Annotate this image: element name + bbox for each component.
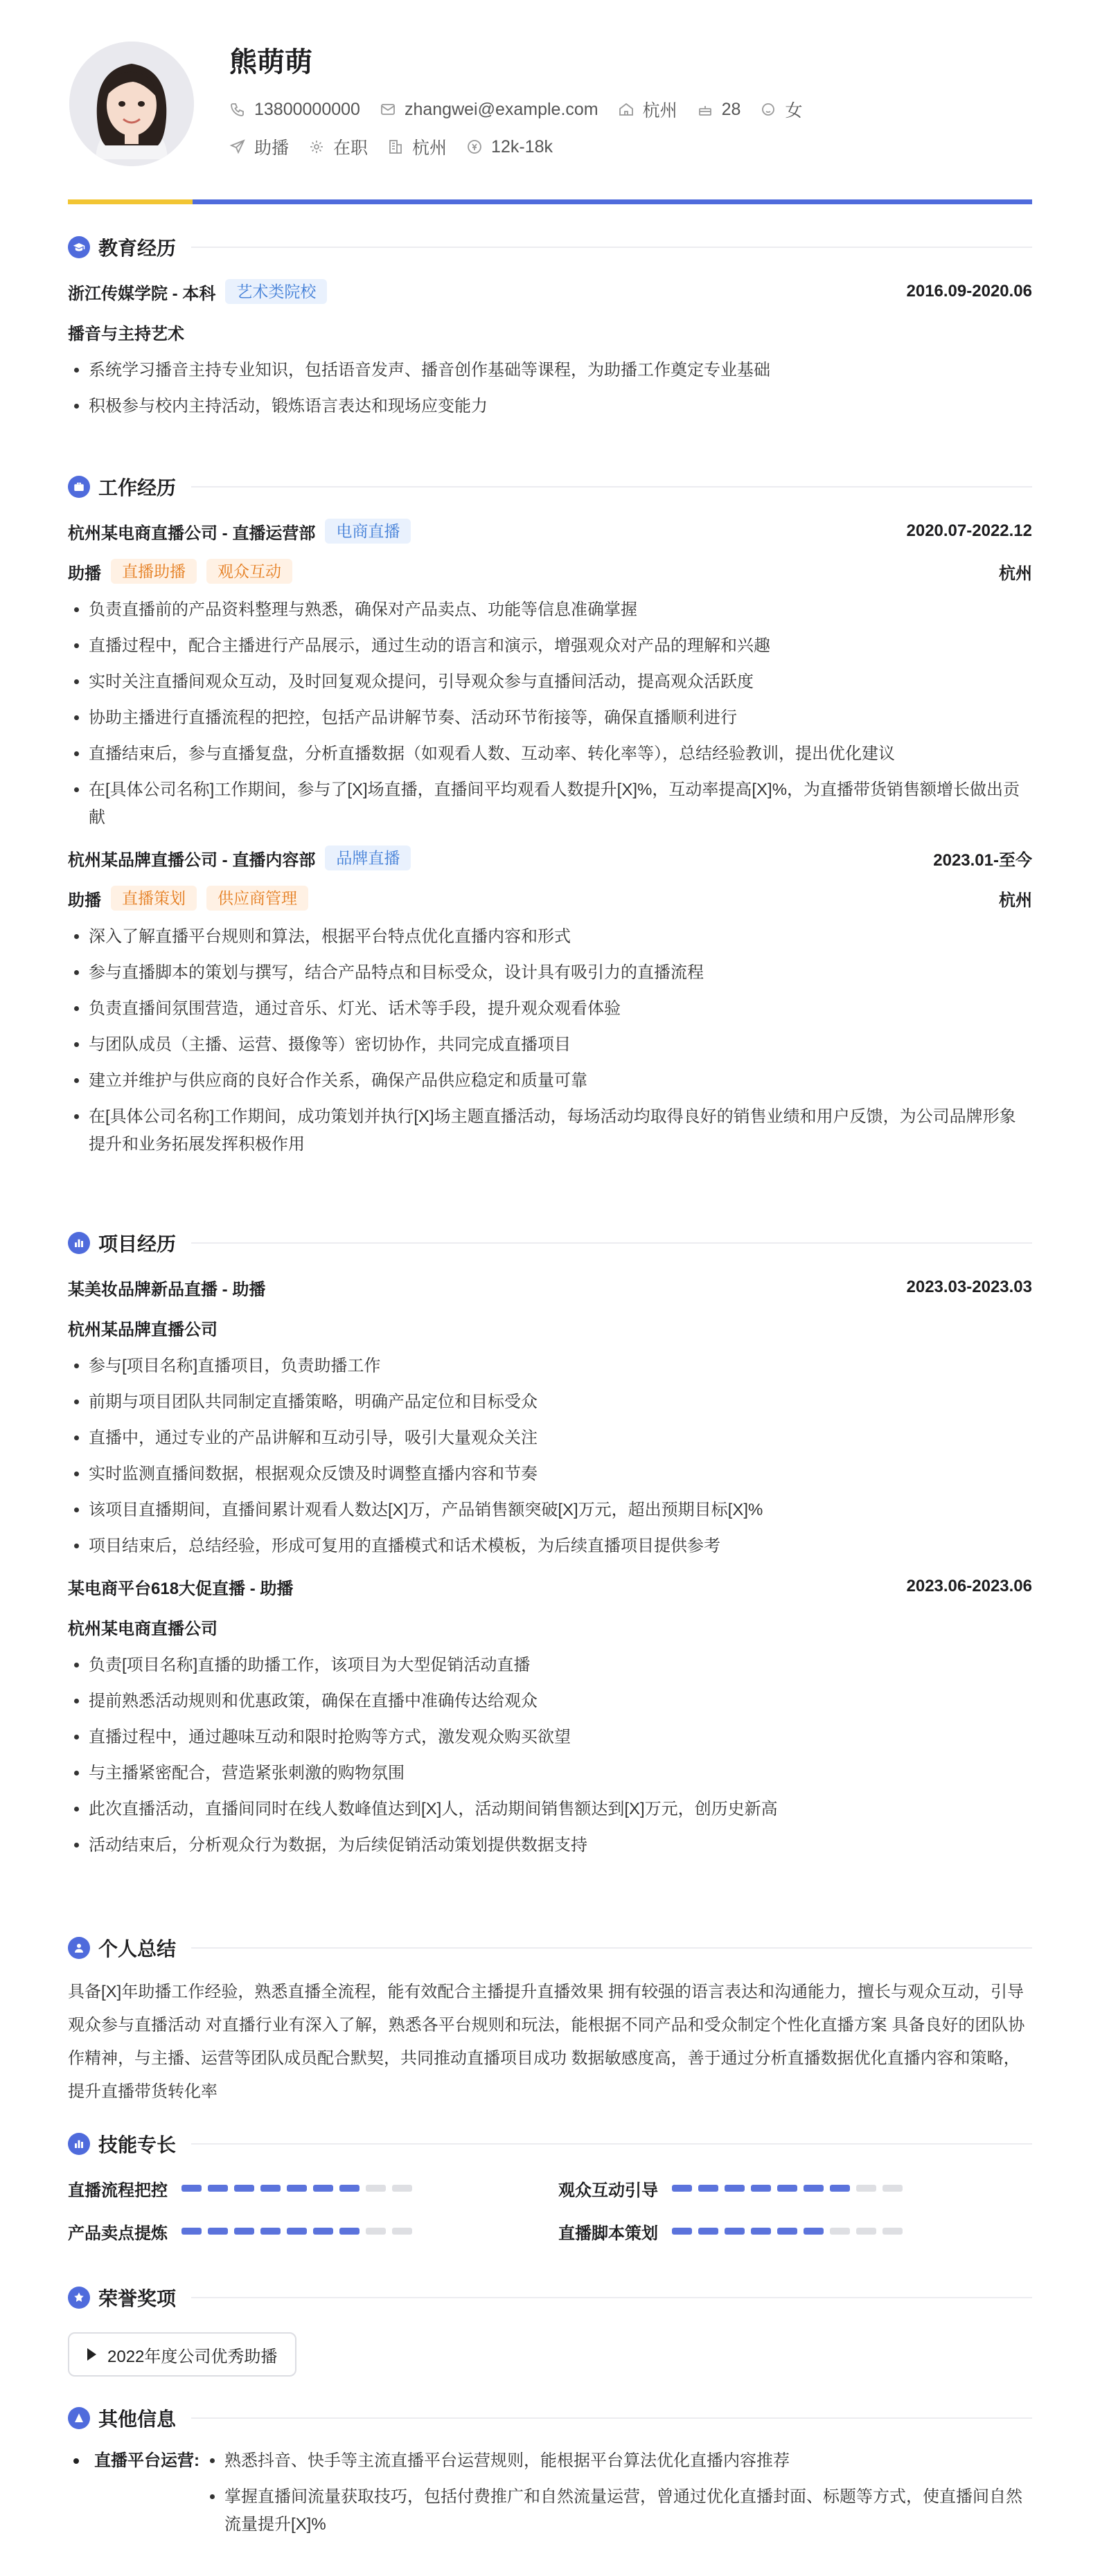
skill-dot [260, 2228, 281, 2235]
skill-level [181, 2228, 418, 2235]
job-2-points [68, 923, 1032, 1159]
project-org: 杭州某品牌直播公司 [68, 1320, 218, 1339]
send-icon [229, 138, 246, 155]
skill-dot [672, 2228, 692, 2235]
skill-dot [339, 2228, 360, 2235]
skill-level [672, 2228, 909, 2235]
job-period: 2020.07-2022.12 [906, 521, 1032, 540]
award-item [68, 2332, 296, 2377]
gender-item [760, 97, 802, 122]
major: 播音与主持艺术 [68, 324, 184, 343]
education-section [68, 233, 1032, 429]
project-period: 2023.06-2023.06 [906, 1577, 1032, 1595]
job-role: 助播 [68, 891, 101, 910]
target-job-item [229, 134, 289, 159]
skills-chart-icon [68, 2133, 90, 2155]
skill-level [672, 2185, 909, 2192]
list-item: • 直播结束后，参与直播复盘，分析直播数据（如观看人数、互动率、转化率等），总结经验教训，提出优化建议 [89, 740, 1032, 768]
skill-dot [804, 2228, 824, 2235]
awards-section [68, 2284, 1032, 2377]
status-icon [308, 138, 325, 155]
list-item: • 与主播紧密配合，营造紧张刺激的购物氛围 [89, 1760, 1032, 1787]
target-job-text: 助播 [254, 138, 290, 158]
award-text: 2022年度公司优秀助播 [107, 2347, 278, 2366]
status-text: 在职 [333, 138, 369, 158]
job-2-role [68, 884, 1032, 912]
phone-item [229, 100, 360, 120]
header-divider [68, 199, 1032, 204]
project-1-points [68, 1352, 1032, 1560]
list-item: • 协助主播进行直播流程的把控，包括产品讲解节奏、活动环节衔接等，确保直播顺利进行 [89, 704, 1032, 732]
skill-dot [672, 2185, 692, 2192]
skill-dot [882, 2185, 903, 2192]
status-item [308, 134, 368, 159]
email-item [380, 100, 598, 120]
list-item: • 参与直播脚本的策划与撰写，结合产品特点和目标受众，设计具有吸引力的直播流程 [89, 959, 1032, 987]
other-section [68, 2404, 1032, 2547]
skill-dot [725, 2185, 745, 2192]
skill-dot [777, 2228, 797, 2235]
job-company: 杭州某电商直播公司 - 直播运营部 [68, 524, 316, 543]
list-item: • 掌握直播间流量获取技巧，包括付费推广和自然流量运营，曾通过优化直播封面、标题等方式，使直播间自然流量提升[X]% [224, 2483, 1032, 2539]
skill-dot [777, 2185, 797, 2192]
city-text: 杭州 [412, 138, 447, 158]
role-tag: 直播策划 [111, 886, 197, 911]
project-name: 某美妆品牌新品直播 - 助播 [68, 1280, 266, 1299]
project-2-head [68, 1573, 1032, 1600]
skill-dot [181, 2185, 202, 2192]
summary-section [68, 1934, 1032, 2109]
salary-item [466, 137, 553, 157]
job-tag: 电商直播 [325, 519, 411, 544]
skill-dot [856, 2185, 876, 2192]
hometown-item [618, 97, 677, 122]
projects-section [68, 1229, 1032, 1868]
skill-name: 直播脚本策划 [558, 2224, 658, 2243]
project-1-head [68, 1273, 1032, 1301]
city-item [387, 134, 447, 159]
job-intent-row [229, 134, 572, 159]
other-title: 其他信息 [68, 2404, 1032, 2432]
project-name: 某电商平台618大促直播 - 助播 [68, 1579, 294, 1598]
school-tag: 艺术类院校 [225, 279, 327, 304]
skill-dot [208, 2185, 228, 2192]
list-item: • 在[具体公司名称]工作期间，成功策划并执行[X]场主题直播活动，每场活动均取得良好的销售业绩和用户反馈，为公司品牌形象提升和业务拓展发挥积极作用 [89, 1103, 1032, 1159]
projects-title: 项目经历 [68, 1229, 1032, 1257]
email-text: zhangwei@example.com [404, 99, 598, 119]
skill-dot [882, 2228, 903, 2235]
gender-text: 女 [785, 101, 803, 120]
skill-dot [804, 2185, 824, 2192]
list-item: • 此次直播活动，直播间同时在线人数峰值达到[X]人，活动期间销售额达到[X]万元，创历史新高 [89, 1796, 1032, 1823]
job-role: 助播 [68, 564, 101, 583]
list-item: • 直播中，通过专业的产品讲解和互动引导，吸引大量观众关注 [89, 1424, 1032, 1452]
skill-dot [751, 2228, 771, 2235]
skill-dot [856, 2228, 876, 2235]
skill-dot [725, 2228, 745, 2235]
list-item: • 提前熟悉活动规则和优惠政策，确保在直播中准确传达给观众 [89, 1688, 1032, 1715]
skill-dot [830, 2185, 850, 2192]
skill-dot [313, 2185, 333, 2192]
salary-text: 12k-18k [491, 136, 553, 156]
play-icon [87, 2348, 96, 2361]
list-item: • 直播过程中，通过趣味互动和限时抢购等方式，激发观众购买欲望 [89, 1724, 1032, 1751]
skill-item [558, 2219, 1032, 2244]
skill-dot [366, 2185, 386, 2192]
education-points [68, 357, 1032, 420]
list-item: • 项目结束后，总结经验，形成可复用的直播模式和话术模板，为后续直播项目提供参考 [89, 1532, 1032, 1560]
gender-icon [760, 101, 777, 118]
summary-text: 具备[X]年助播工作经验，熟悉直播全流程，能有效配合主播提升直播效果 拥有较强的语言表达和沟通能力，擅长与观众互动，引导观众参与直播活动 对直播行业有深入了解，熟悉各平台规则和玩法，能根据不同产品和受众制定个性化直播方案 具备良好的团队协作精神，与主播、运营等团队成员配合默契，共同推动直播项目成功 数据敏感度高，善于通过分析直播数据优化直播内容和策略，提升直播带货转化率 [68, 1983, 1025, 2101]
education-title: 教育经历 [68, 233, 1032, 261]
skill-item [68, 2176, 558, 2201]
user-icon [68, 1937, 90, 1959]
age-text: 28 [721, 99, 741, 119]
list-item: • 直播过程中，配合主播进行产品展示，通过生动的语言和演示，增强观众对产品的理解和兴趣 [89, 632, 1032, 660]
skills-grid [68, 2176, 1032, 2244]
list-item: • 前期与项目团队共同制定直播策略，明确产品定位和目标受众 [89, 1388, 1032, 1416]
school-name: 浙江传媒学院 - 本科 [68, 284, 216, 303]
home-icon [618, 101, 635, 118]
work-section [68, 473, 1032, 1167]
list-item: • 系统学习播音主持专业知识，包括语音发声、播音创作基础等课程，为助播工作奠定专业基础 [89, 357, 1032, 384]
briefcase-icon [68, 476, 90, 498]
job-2-head [68, 844, 1032, 872]
skill-name: 观众互动引导 [558, 2181, 658, 2200]
skill-name: 直播流程把控 [68, 2181, 168, 2200]
skill-dot [366, 2228, 386, 2235]
skill-dot [287, 2228, 307, 2235]
skills-section [68, 2130, 1032, 2244]
list-item: • 活动结束后，分析观众行为数据，为后续促销活动策划提供数据支持 [89, 1832, 1032, 1859]
job-1-head [68, 517, 1032, 545]
job-period: 2023.01-至今 [933, 850, 1032, 870]
list-item: • 积极参与校内主持活动，锻炼语言表达和现场应变能力 [89, 393, 1032, 420]
hometown-text: 杭州 [642, 101, 677, 120]
skill-dot [181, 2228, 202, 2235]
list-item: • 建立并维护与供应商的良好合作关系，确保产品供应稳定和质量可靠 [89, 1067, 1032, 1095]
skill-dot [698, 2185, 718, 2192]
skill-dot [287, 2185, 307, 2192]
education-entry-head [68, 278, 1032, 305]
skill-dot [830, 2228, 850, 2235]
skills-title: 技能专长 [68, 2130, 1032, 2158]
skill-dot [234, 2228, 254, 2235]
other-label: 直播平台运营: [68, 2447, 199, 2547]
resume-header [68, 0, 1032, 201]
role-tag: 观众互动 [206, 559, 292, 584]
job-1-points [68, 596, 1032, 832]
skill-dot [313, 2228, 333, 2235]
skill-dot [260, 2185, 281, 2192]
job-location: 杭州 [999, 891, 1032, 910]
role-tag: 供应商管理 [206, 886, 308, 911]
skill-dot [208, 2228, 228, 2235]
job-company: 杭州某品牌直播公司 - 直播内容部 [68, 850, 316, 870]
contact-row [229, 97, 822, 122]
project-org: 杭州某电商直播公司 [68, 1619, 218, 1638]
work-title: 工作经历 [68, 473, 1032, 501]
summary-title: 个人总结 [68, 1934, 1032, 1962]
skill-item [558, 2176, 1032, 2201]
building-icon [387, 138, 404, 155]
skill-dot [392, 2185, 412, 2192]
skill-level [181, 2185, 418, 2192]
skill-dot [392, 2228, 412, 2235]
job-tag: 品牌直播 [325, 846, 411, 870]
graduation-cap-icon [68, 236, 90, 258]
awards-title: 荣誉奖项 [68, 2284, 1032, 2311]
job-location: 杭州 [999, 564, 1032, 583]
phone-text: 13800000000 [254, 99, 360, 119]
phone-icon [229, 101, 246, 118]
skill-dot [698, 2228, 718, 2235]
list-item: • 与团队成员（主播、运营、摄像等）密切协作，共同完成直播项目 [89, 1031, 1032, 1059]
list-item: • 实时监测直播间数据，根据观众反馈及时调整直播内容和节奏 [89, 1460, 1032, 1488]
list-item: • 该项目直播期间，直播间累计观看人数达[X]万，产品销售额突破[X]万元，超出预期目标[X]% [89, 1496, 1032, 1524]
list-item: • 负责直播前的产品资料整理与熟悉，确保对产品卖点、功能等信息准确掌握 [89, 596, 1032, 624]
avatar [69, 42, 194, 166]
project-2-points [68, 1652, 1032, 1859]
list-item: • 负责直播间氛围营造，通过音乐、灯光、话术等手段，提升观众观看体验 [89, 995, 1032, 1023]
job-1-role [68, 557, 1032, 585]
skill-dot [339, 2185, 360, 2192]
list-item: • 深入了解直播平台规则和算法，根据平台特点优化直播内容和形式 [89, 923, 1032, 951]
cake-icon [697, 101, 713, 118]
other-info [68, 2447, 1032, 2547]
mail-icon [380, 101, 396, 118]
list-item: • 熟悉抖音、快手等主流直播平台运营规则，能根据平台算法优化直播内容推荐 [224, 2447, 1032, 2475]
list-item: • 参与[项目名称]直播项目，负责助播工作 [89, 1352, 1032, 1380]
award-icon [68, 2287, 90, 2309]
list-item: • 实时关注直播间观众互动，及时回复观众提问，引导观众参与直播间活动，提高观众活跃度 [89, 668, 1032, 696]
money-icon [466, 138, 483, 155]
skill-dot [234, 2185, 254, 2192]
skill-name: 产品卖点提炼 [68, 2224, 168, 2243]
skill-item [68, 2219, 558, 2244]
age-item [697, 100, 741, 120]
candidate-name: 熊萌萌 [229, 47, 312, 78]
list-item: • 在[具体公司名称]工作期间，参与了[X]场直播，直播间平均观看人数提升[X]%，互动率提高[X]%，为直播带货销售额增长做出贡献 [89, 776, 1032, 832]
project-period: 2023.03-2023.03 [906, 1278, 1032, 1296]
role-tag: 直播助播 [111, 559, 197, 584]
education-period: 2016.09-2020.06 [906, 282, 1032, 301]
bar-chart-icon [68, 1232, 90, 1254]
other-points [199, 2447, 1032, 2547]
list-item: • 负责[项目名称]直播的助播工作，该项目为大型促销活动直播 [89, 1652, 1032, 1679]
skill-dot [751, 2185, 771, 2192]
info-icon [68, 2407, 90, 2429]
